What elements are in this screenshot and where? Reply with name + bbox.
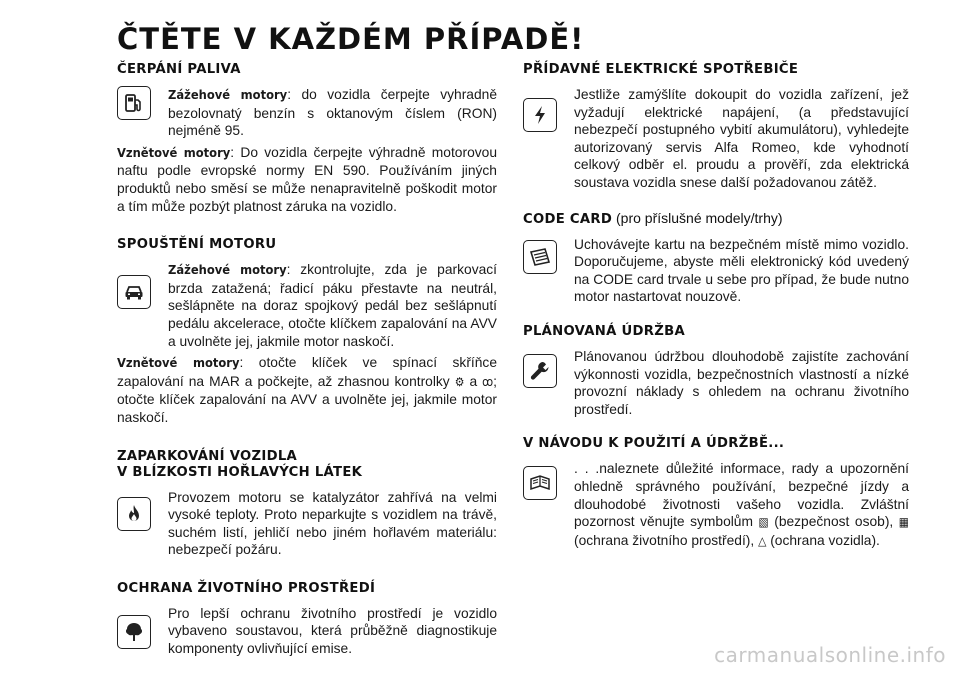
section-manual — [523, 436, 909, 550]
flame-icon — [117, 497, 151, 531]
heading-maintenance: PLÁNOVANÁ ÚDRŽBA — [523, 323, 685, 339]
section-environment — [117, 581, 497, 658]
section-code-card — [523, 210, 909, 306]
start-petrol-body: : zkontrolujte, zda je parkovací brzda zatažená; řadicí páku přestavte na neutrál, sešlápněte na doraz spojkový pedál bez sešlápnutí pedálu akcelerace, otočte klíčkem zapalování na AVV a uvolněte jej, jakmile motor naskočí. — [168, 262, 497, 349]
manual-text-3: (ochrana životního prostředí), — [574, 532, 755, 548]
heading-electrical: PŘÍDAVNÉ ELEKTRICKÉ SPOTŘEBIČE — [523, 62, 799, 77]
manual-text-2: (bezpečnost osob), — [768, 514, 894, 530]
heading-start: SPOUŠTĚNÍ MOTORU — [117, 237, 277, 253]
manual-text — [574, 460, 909, 550]
manual-text-1: . . .naleznete důležité informace, rady a upozornění ohledně správného používání, bezpečné jízdy a dlouhodobé životnosti vašeho vozidla. Zvláštní pozornost věnujte symbolům — [574, 461, 909, 530]
heading-parking-line-1: ZAPARKOVÁNÍ VOZIDLA — [117, 448, 298, 464]
start-diesel-text — [117, 354, 497, 426]
fuel-petrol-body: : do vozidla čerpejte vyhradně bezolovnatý benzín s oktanovým číslem (RON) nejméně 95. — [168, 87, 497, 139]
glow-plug-symbol: ⚙ — [454, 374, 465, 389]
fuel-diesel-body: : Do vozidla čerpejte výhradně motorovou naftu podle evropské normy EN 590. Používáním jiných produktů nebo směsí se může nenapravitelně poškodit motor a tím může pozbýt platnost záruka na vozidlo. — [117, 144, 497, 214]
heading-parking-line-2: V BLÍZKOSTI HOŘLAVÝCH LÁTEK — [117, 464, 363, 480]
environment-text: Pro lepší ochranu životního prostředí je vozidlo vybaveno soustavou, která průběžně diagnostikuje komponenty ovlivňující emise. — [168, 605, 497, 657]
electrical-text: Jestliže zamýšlíte dokoupit do vozidla zařízení, jež vyžadují elektrické napájení, (a představující nebezpečí postupného vybití akumulátoru), vyhledejte autorizovaný servis Alfa Romeo, kde vyhodnotí celkový odběr el. proudu a prověří, zda elektrická soustava vozidla snese další požadovanou zátěž. — [574, 87, 909, 190]
preheat-symbol: ꝏ — [482, 374, 494, 389]
book-icon — [523, 466, 557, 500]
start-diesel-lead: Vznětové motory — [117, 356, 240, 372]
heading-environment: OCHRANA ŽIVOTNÍHO PROSTŘEDÍ — [117, 580, 376, 596]
start-diesel-and: a — [464, 373, 483, 389]
watermark: carmanualsonline.info — [714, 643, 946, 667]
section-parking — [117, 449, 497, 559]
heading-code-card — [523, 210, 909, 228]
manual-text-4: (ochrana vozidla). — [766, 532, 880, 548]
fuel-petrol-lead: Zážehové motory — [168, 88, 288, 103]
car-icon — [117, 275, 151, 309]
parking-text: Provozem motoru se katalyzátor zahřívá na velmi vysoké teploty. Proto neparkujte s vozidlem na trávě, suchém listí, jehličí nebo jiném hořlavém materiálu: nebezpečí požáru. — [168, 489, 497, 558]
fuel-diesel-text — [117, 144, 497, 215]
start-petrol-lead: Zážehové motory — [168, 263, 287, 279]
heading-manual: V NÁVODU K POUŽITÍ A ÚDRŽBĚ... — [523, 436, 785, 452]
heading-fuel: ČERPÁNÍ PALIVA — [117, 62, 241, 77]
code-card-text: Uchovávejte kartu na bezpečném místě mimo vozidlo. Doporučujeme, abyste měli elektronický kód uvedený na CODE card trvale u sebe pro případ, že bude nutno motor nastartovat nouzově. — [574, 236, 909, 305]
start-diesel-body-2: ; otočte klíček zapalování na AVV a uvolněte jej, jakmile motor naskočí. — [117, 373, 497, 425]
card-icon — [523, 240, 557, 274]
page-title: ČTĚTE V KAŽDÉM PŘÍPADĚ! — [117, 22, 585, 56]
maintenance-text: Plánovanou údržbou dlouhodobě zajistíte zachování výkonnosti vozidla, bezpečnostních vlastností a nízké provozní náklady s ohledem na ochranu životního prostředí. — [574, 348, 909, 417]
fuel-petrol-text — [168, 86, 497, 140]
left-column — [117, 62, 497, 672]
wrench-icon — [523, 354, 557, 388]
section-fuel — [117, 62, 497, 215]
right-column — [523, 62, 909, 564]
personal-safety-symbol: ▧ — [758, 515, 769, 530]
lightning-icon — [523, 98, 557, 132]
vehicle-safety-symbol: △ — [758, 533, 767, 548]
fuel-pump-icon — [117, 86, 151, 120]
environment-symbol: ▦ — [898, 515, 909, 530]
tree-icon — [117, 615, 151, 649]
section-maintenance — [523, 324, 909, 418]
section-electrical — [523, 62, 909, 192]
start-petrol-text — [168, 261, 497, 350]
start-diesel-body-1: : otočte klíček ve spínací skříňce zapalování na MAR a počkejte, až zhasnou kontrolky — [117, 355, 497, 389]
heading-parking — [117, 449, 497, 481]
fuel-diesel-lead: Vznětové motory — [117, 145, 231, 161]
heading-code-card-main: CODE CARD — [523, 211, 613, 227]
heading-code-card-sub: (pro příslušné modely/trhy) — [612, 209, 783, 226]
section-start — [117, 237, 497, 426]
